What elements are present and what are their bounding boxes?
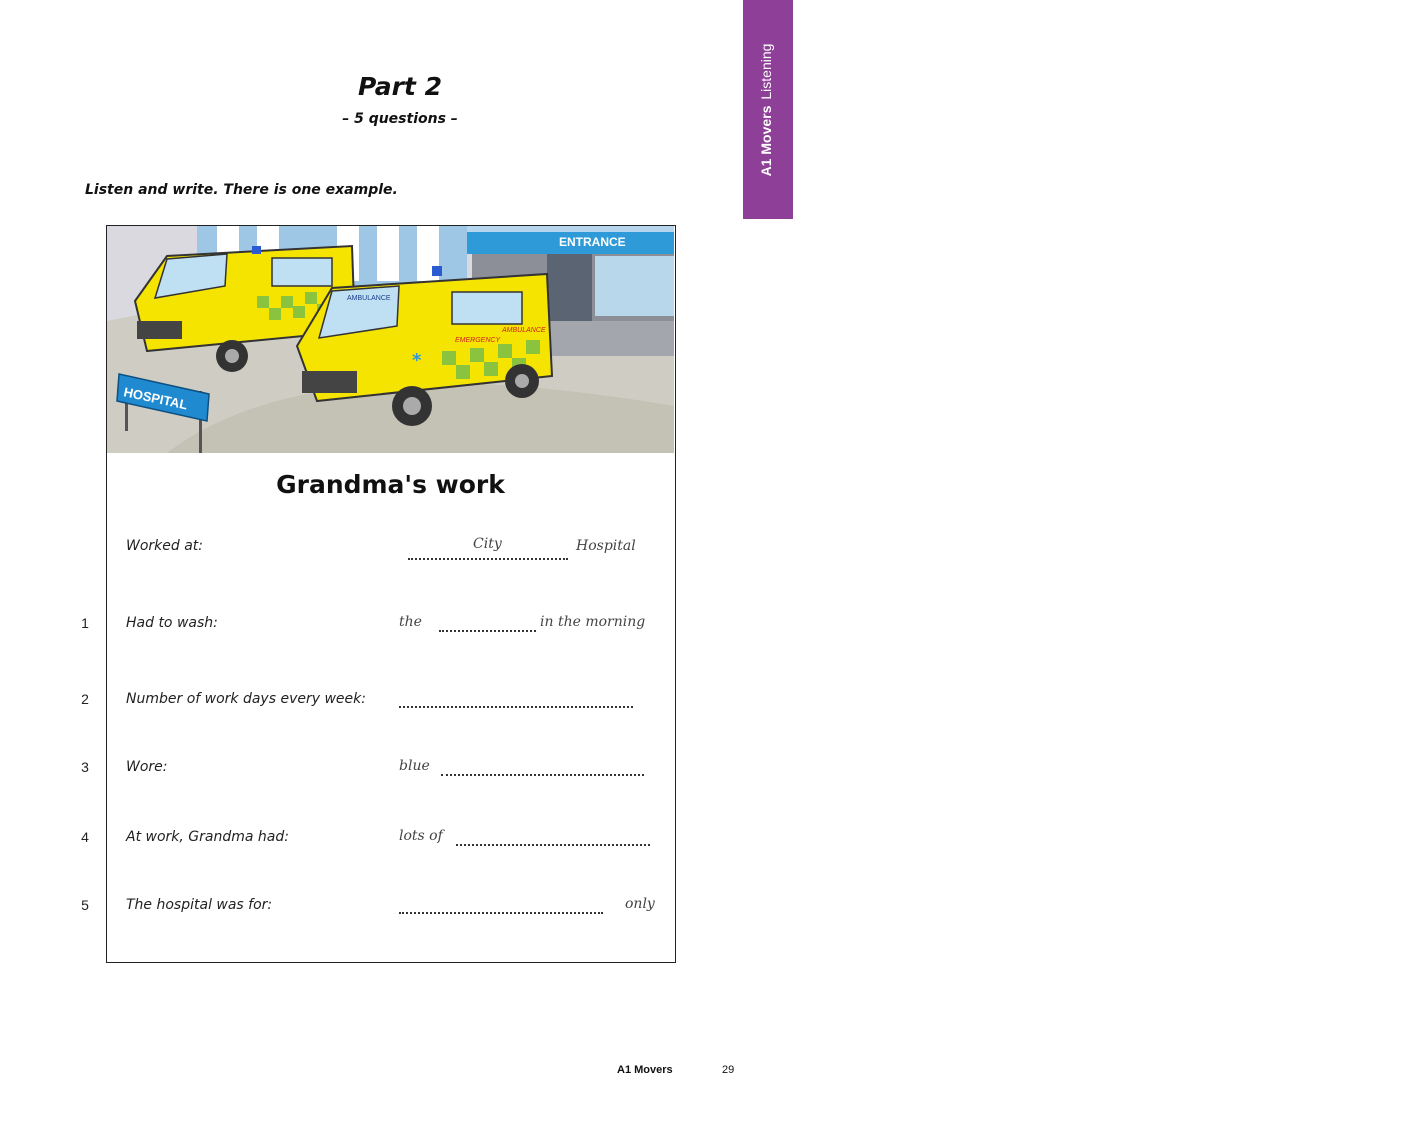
instruction-text: Listen and write. There is one example. xyxy=(85,182,398,198)
example-answer-line xyxy=(408,558,568,560)
question-number: 3 xyxy=(81,759,89,775)
answer-line-5[interactable] xyxy=(399,912,603,914)
ambulance-windshield-label: AMBULANCE xyxy=(347,295,391,302)
question-number: 4 xyxy=(81,829,89,845)
entrance-sign: ENTRANCE xyxy=(559,235,626,249)
svg-text:*: * xyxy=(412,350,422,371)
answer-line-4[interactable] xyxy=(456,844,650,846)
question-label: The hospital was for: xyxy=(126,897,273,913)
question-suffix: only xyxy=(625,896,655,912)
question-number: 2 xyxy=(81,691,89,707)
question-prefix: the xyxy=(399,614,422,630)
answer-line-3[interactable] xyxy=(441,774,644,776)
footer-label: A1 Movers xyxy=(617,1064,673,1076)
page-number: 29 xyxy=(722,1064,735,1076)
part-subtitle: – 5 questions – xyxy=(342,111,458,127)
question-prefix: lots of xyxy=(399,828,443,844)
example-answer: City xyxy=(473,536,502,552)
hospital-sign-text: HOSPITAL xyxy=(122,384,189,413)
question-suffix: in the morning xyxy=(540,614,646,630)
example-label: Worked at: xyxy=(126,538,204,554)
card-title: Grandma's work xyxy=(276,470,505,499)
question-number: 5 xyxy=(81,897,89,913)
answer-line-1[interactable] xyxy=(439,630,536,632)
ambulance-side-label-1: EMERGENCY xyxy=(455,337,501,344)
question-label: Had to wash: xyxy=(126,615,218,631)
ambulance-illustration xyxy=(107,226,674,453)
question-label: Wore: xyxy=(126,759,168,775)
example-suffix: Hospital xyxy=(576,538,636,554)
ambulance-side-label-2: AMBULANCE xyxy=(502,327,546,334)
answer-line-2[interactable] xyxy=(399,706,633,708)
part-title: Part 2 xyxy=(358,72,442,101)
side-tab-section: Listening xyxy=(758,43,774,100)
side-tab-level: A1 Movers xyxy=(758,105,774,177)
question-prefix: blue xyxy=(399,758,430,774)
side-tab-label xyxy=(758,44,774,177)
question-number: 1 xyxy=(81,615,89,631)
question-label: At work, Grandma had: xyxy=(126,829,289,845)
question-label: Number of work days every week: xyxy=(126,691,366,707)
